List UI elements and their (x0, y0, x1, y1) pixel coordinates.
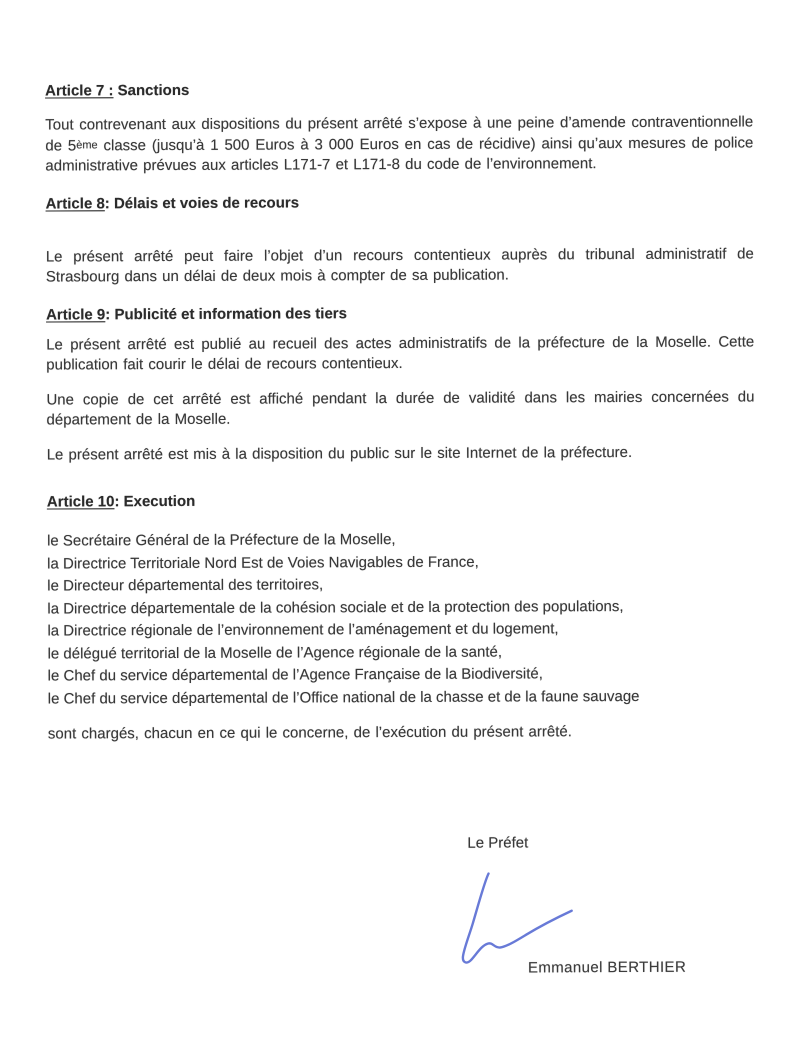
article-8-label: Article 8 (45, 195, 105, 213)
article-8-paragraph: Le présent arrêté peut faire l’objet d’un recours contentieux auprès du tribunal administratif de Strasbourg dans un délai de deux mois à compter de sa publication. (45, 245, 754, 286)
article-9-label: Article 9 (46, 306, 106, 324)
article-7-paragraph-end: classe (jusqu’à 1 500 Euros à 3 000 Euros en cas de récidive) ainsi qu’aux mesures de police administrative prévues aux articles L171-7 et L171-8 du code de l’environnement. (45, 134, 754, 175)
signatory-name: Emmanuel BERTHIER (527, 958, 687, 977)
signature-stroke (463, 873, 572, 962)
article-9-paragraph-2: Une copie de cet arrêté est affiché pendant la durée de validité dans les mairies concernées du département de la Moselle. (46, 388, 755, 429)
article-8-title: : Délais et voies de recours (104, 194, 300, 213)
official-line: la Directrice régionale de l’environnement de l’aménagement et du logement, (47, 620, 559, 640)
official-line: la Directrice départementale de la cohésion sociale et de la protection des populations, (47, 597, 624, 618)
official-line: le délégué territorial de la Moselle de l’Agence régionale de la santé, (47, 643, 503, 663)
official-line: la Directrice Territoriale Nord Est de Voies Navigables de France, (47, 553, 479, 573)
article-9-paragraph-3: Le présent arrêté est mis à la disposition du public sur le site Internet de la préfecture. (46, 443, 633, 464)
official-line: le Chef du service départemental de l’Agence Française de la Biodiversité, (47, 665, 543, 685)
article-9-paragraph-1: Le présent arrêté est publié au recueil des actes administratifs de la préfecture de la Moselle. Cette publication fait courir le délai de recours contentieux. (46, 333, 755, 374)
article-10-label: Article 10 (46, 493, 115, 511)
signatory-role: Le Préfet (467, 834, 529, 852)
ordinal-suffix: ème (76, 139, 98, 152)
article-7-paragraph-start: Tout contrevenant aux dispositions du présent arrêté s’expose à une peine d’amende contraventionnelle de 5 (45, 113, 754, 155)
article-7-label: Article 7 : (45, 82, 114, 100)
article-7-title: Sanctions (117, 81, 190, 100)
official-line: le Chef du service départemental de l’Office national de la chasse et de la faune sauvage (47, 687, 640, 708)
officials-list (47, 527, 756, 710)
handwritten-signature (454, 869, 584, 970)
article-7-heading (45, 78, 753, 101)
official-line: le Directeur départemental des territoires, (47, 576, 324, 595)
official-line: le Secrétaire Général de la Préfecture de la Moselle, (47, 531, 396, 550)
article-9-heading (46, 302, 754, 325)
article-10-title: : Execution (114, 492, 196, 511)
article-7-paragraph (45, 112, 753, 176)
article-10-heading (47, 489, 755, 512)
closing-paragraph: sont chargés, chacun en ce qui le concerne, de l’exécution du présent arrêté. (47, 723, 572, 743)
article-9-title: : Publicité et information des tiers (105, 305, 348, 324)
article-8-heading (46, 191, 754, 214)
